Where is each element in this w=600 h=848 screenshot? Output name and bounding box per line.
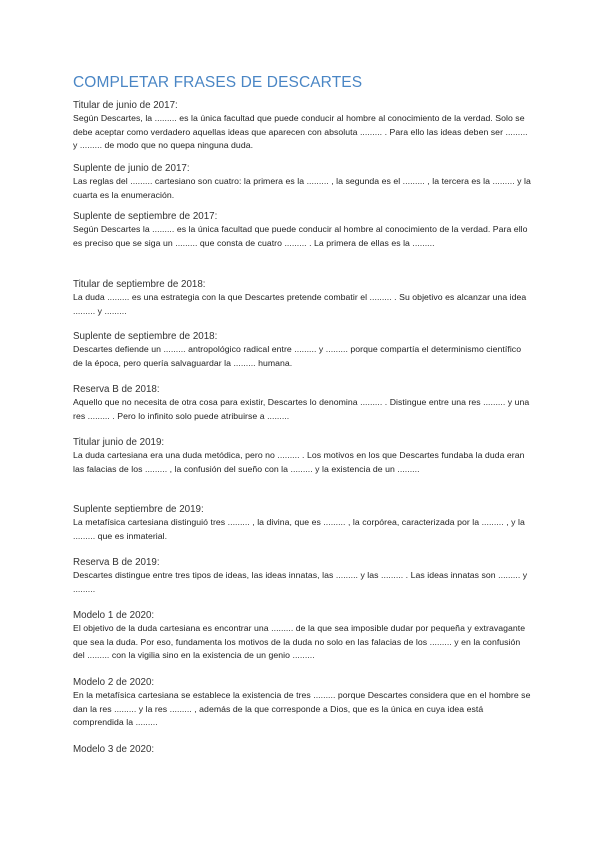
section-modelo-1-2020 — [73, 609, 533, 663]
section-suplente-septiembre-2018 — [73, 330, 533, 370]
section-heading: Reserva B de 2019: — [73, 557, 160, 568]
section-text: Según Descartes, la ......... es la única facultad que puede conducir al hombre al conocimiento de la verdad. Solo se debe aceptar como verdadero aquellas ideas que aparecen con absoluta ......... . Para ello las ideas deben ser ......... y ......... de modo que no quepa ninguna duda. — [73, 113, 528, 150]
section-heading: Modelo 1 de 2020: — [73, 610, 155, 621]
section-heading: Titular junio de 2019: — [73, 437, 165, 448]
section-text: La duda ......... es una estrategia con la que Descartes pretende combatir el ......... . Su objetivo es alcanzar una idea ......... y ......... — [73, 292, 527, 316]
section-suplente-junio-2017 — [73, 162, 533, 202]
section-heading: Suplente de septiembre de 2017: — [73, 211, 218, 222]
section-heading: Suplente de septiembre de 2018: — [73, 331, 218, 342]
section-titular-junio-2017 — [73, 99, 533, 153]
section-text: Aquello que no necesita de otra cosa para existir, Descartes lo denomina ......... . Distingue entre una res ......... y una res ......... . Pero lo infinito solo puede atribuirse a ......... — [73, 397, 530, 421]
section-heading: Modelo 2 de 2020: — [73, 677, 155, 688]
section-reserva-b-2019 — [73, 556, 533, 596]
section-heading: Suplente de junio de 2017: — [73, 163, 190, 174]
section-text: En la metafísica cartesiana se establece la existencia de tres ......... porque Descartes considera que en el hombre se dan la res ......... y la res ......... , además de la que corresponde a Dios, que es la única en cuya idea está comprendida la ......... — [73, 690, 531, 727]
section-heading: Reserva B de 2018: — [73, 384, 160, 395]
document-title: COMPLETAR FRASES DE DESCARTES — [73, 74, 363, 91]
section-suplente-septiembre-2019 — [73, 503, 533, 543]
section-text: Las reglas del ......... cartesiano son cuatro: la primera es la ......... , la segunda es el ......... , la tercera es la ......... y la cuarta es la enumeración. — [73, 176, 531, 200]
section-text: Descartes distingue entre tres tipos de ideas, las ideas innatas, las ......... y las ......... . Las ideas innatas son ......... y ......... — [73, 570, 528, 594]
section-modelo-3-2020 — [73, 743, 533, 756]
section-suplente-septiembre-2017 — [73, 210, 533, 250]
section-heading: Titular de septiembre de 2018: — [73, 279, 206, 290]
section-text: Según Descartes la ......... es la única facultad que puede conducir al hombre al conocimiento de la verdad. Para ello es preciso que se siga un ......... que consta de cuatro ......... . La primera de ellas es la ......... — [73, 224, 528, 248]
section-text: El objetivo de la duda cartesiana es encontrar una ......... de la que sea imposible dudar por pequeña y extravagante que sea la duda. Por eso, fundamenta los motivos de la duda no solo en las falacias de los ......... y en la confusión del ......... con la vigilia sino en la existencia de un genio ......... — [73, 623, 526, 660]
section-heading: Suplente septiembre de 2019: — [73, 504, 204, 515]
section-titular-septiembre-2018 — [73, 278, 533, 318]
section-text: Descartes defiende un ......... antropológico radical entre ......... y ......... porque compartía el determinismo científico de la época, pero quería salvaguardar la ......... humana. — [73, 344, 522, 368]
section-heading: Titular de junio de 2017: — [73, 100, 178, 111]
section-reserva-b-2018 — [73, 383, 533, 423]
section-modelo-2-2020 — [73, 676, 533, 730]
section-text: La metafísica cartesiana distinguió tres ......... , la divina, que es ......... , la corpórea, caracterizada por la ......... , y la ......... que es inmaterial. — [73, 517, 525, 541]
section-heading: Modelo 3 de 2020: — [73, 744, 155, 755]
section-text: La duda cartesiana era una duda metódica, pero no ......... . Los motivos en los que Descartes fundaba la duda eran las falacias de los ......... , la confusión del sueño con la ......... y la existencia de un ......... — [73, 450, 525, 474]
section-titular-junio-2019 — [73, 436, 533, 476]
